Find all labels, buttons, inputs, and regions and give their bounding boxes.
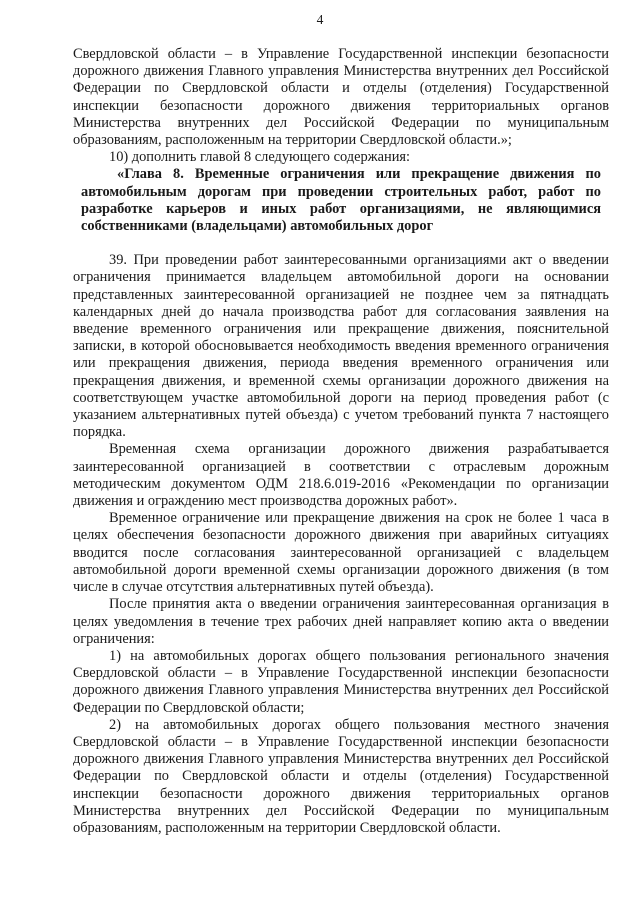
paragraph-temporary-scheme: Временная схема организации дорожного движения разрабатывается заинтересованной организацией в соответствии с отраслевым дорожным методическим документом ОДМ 218.6.019-2016 «Рекомендации по организации движения и ограждению мест производства дорожных работ». <box>73 441 609 510</box>
paragraph-one-hour-restriction: Временное ограничение или прекращение движения на срок не более 1 часа в целях обеспечения безопасности дорожного движения при аварийных ситуациях вводится после согласования заинтересованной организацией с владельцем автомобильной дороги временной схемы организации дорожного движения (в том числе в случае отсутствия альтернативных путей объезда). <box>73 510 609 596</box>
page-number: 4 <box>316 12 324 27</box>
paragraph-item-39: 39. При проведении работ заинтересованными организациями акт о введении ограничения принимается владельцем автомобильной дороги на основании представленных заинтересованной организацией не позднее чем за пятнадцать календарных дней до начала производства работ для согласования заявления на введение временного ограничения или прекращение движения, пояснительной записки, в которой обосновывается необходимость введения временного ограничения или прекращения движения, периода введения временного ограничения или прекращения движения, и временной схемы организации дорожного движения на соответствующем участке автомобильной дороги на период проведения работ (с указанием альтернативных путей объезда) с учетом требований пункта 7 настоящего порядка. <box>73 252 609 441</box>
document-body <box>73 46 609 837</box>
chapter-title: «Глава 8. Временные ограничения или прекращение движения по автомобильным дорогам при проведении строительных работ, работ по разработке карьеров и иных работ организациями, не являющимися собственниками (владельцами) автомобильных дорог <box>81 166 601 235</box>
paragraph-amendment-10: 10) дополнить главой 8 следующего содержания: <box>109 149 411 166</box>
paragraph-list-item-1: 1) на автомобильных дорогах общего пользования регионального значения Свердловской области – в Управление Государственной инспекции безопасности дорожного движения Главного управления Министерства внутренних дел Российской Федерации по Свердловской области; <box>73 647 609 716</box>
paragraph-continuation: Свердловской области – в Управление Государственной инспекции безопасности дорожного движения Главного управления Министерства внутренних дел Российской Федерации по Свердловской области и отделы (отделения) Государственной инспекции безопасности дорожного движения территориальных органов Министерства внутренних дел Российской Федерации по муниципальным образованиям, расположенным на территории Свердловской области.»; <box>73 46 609 149</box>
spacer <box>73 235 609 252</box>
paragraph-notification: После принятия акта о введении ограничения заинтересованная организация в целях уведомления в течение трех рабочих дней направляет копию акта о введении ограничения: <box>73 596 609 647</box>
paragraph-list-item-2: 2) на автомобильных дорогах общего пользования местного значения Свердловской области – в Управление Государственной инспекции безопасности дорожного движения Главного управления Министерства внутренних дел Российской Федерации по Свердловской области и отделы (отделения) Государственной инспекции безопасности дорожного движения территориальных органов Министерства внутренних дел Российской Федерации по муниципальным образованиям, расположенным на территории Свердловской области. <box>73 716 609 836</box>
